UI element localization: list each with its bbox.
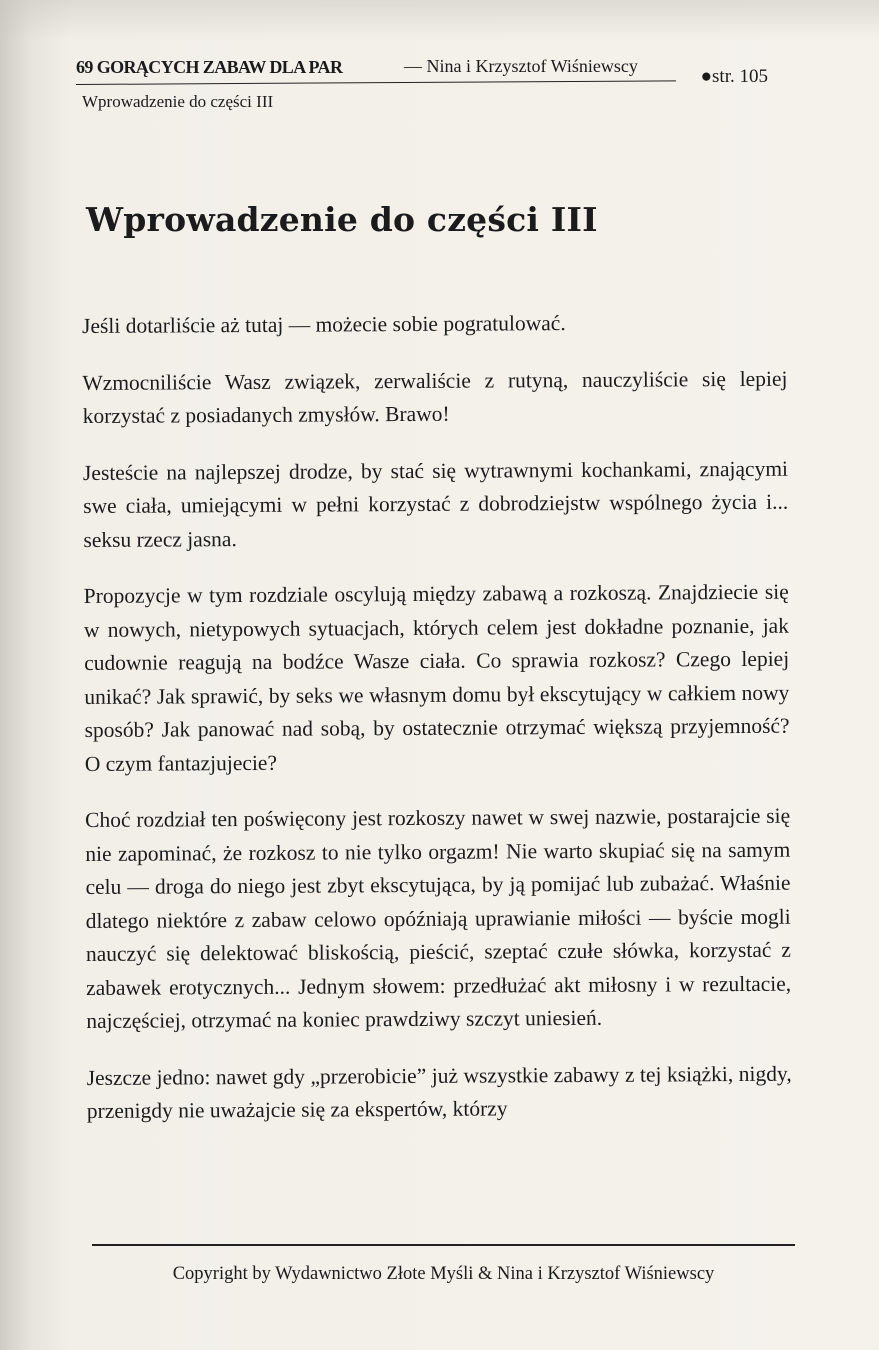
chapter-title: Wprowadzenie do części III — [86, 200, 598, 239]
paragraph-5: Choć rozdział ten poświęcony jest rozkoszy nawet w swej nazwie, postarajcie się nie zapominać, że rozkosz to nie tylko orgazm! Nie warto skupiać się na samym celu — droga do niego jest zbyt ekscytująca, by ją pomijać lub zubażać. Właśnie dlatego niektóre z zabaw celowo opóźniają uprawianie miłości — byście mogli nauczyć się delektować bliskością, pieścić, szeptać czułe słówka, korzystać z zabawek erotycznych... Jednym słowem: przedłużać akt miłosny i w rezultacie, najczęściej, otrzymać na koniec prawdziwy szczyt uniesień. — [85, 803, 792, 1033]
header-authors: — Nina i Krzysztof Wiśniewscy — [404, 56, 638, 76]
paragraph-4: Propozycje w tym rozdziale oscylują między zabawą a rozkoszą. Znajdziecie się w nowych, nietypowych sytuacjach, których celem jest dokładne poznanie, jak cudownie reagują na bodźce Wasze ciała. Co sprawia rozkosz? Czego lepiej unikać? Jak sprawić, by seks we własnym domu był ekscytujący w całkiem nowy sposób? Jak panować nad sobą, by ostatecznie otrzymać większą przyjemność? O czym fantazjujecie? — [83, 579, 790, 776]
header-page-number: ●str. 105 — [700, 66, 768, 87]
header-section-title: Wprowadzenie do części III — [82, 92, 274, 111]
footer-rule — [92, 1244, 795, 1246]
header-row — [76, 52, 776, 87]
paragraph-3: Jesteście na najlepszej drodze, by stać się wytrawnymi kochankami, znającymi swe ciała, umiejącymi w pełni korzystać z dobrodziejstw wspólnego życia i... seksu rzecz jasna. — [82, 456, 789, 552]
footer-copyright: Copyright by Wydawnictwo Złote Myśli & Nina i Krzysztof Wiśniewscy — [172, 1264, 715, 1284]
paragraph-2: Wzmocniliście Wasz związek, zerwaliście z rutyną, nauczyliście się lepiej korzystać z posiadanych zmysłów. Brawo! — [82, 366, 788, 428]
paragraph-6: Jeszcze jedno: nawet gdy „przerobicie” już wszystkie zabawy z tej książki, nigdy, przenigdy nie uważajcie się za ekspertów, którzy — [86, 1061, 792, 1123]
header-book-title: 69 GORĄCYCH ZABAW DLA PAR — [76, 57, 343, 77]
body-text — [82, 306, 792, 1152]
running-header — [76, 52, 776, 111]
page-shadow — [0, 0, 879, 40]
paragraph-1: Jeśli dotarliście aż tutaj — możecie sobie pogratulować. — [82, 311, 566, 338]
